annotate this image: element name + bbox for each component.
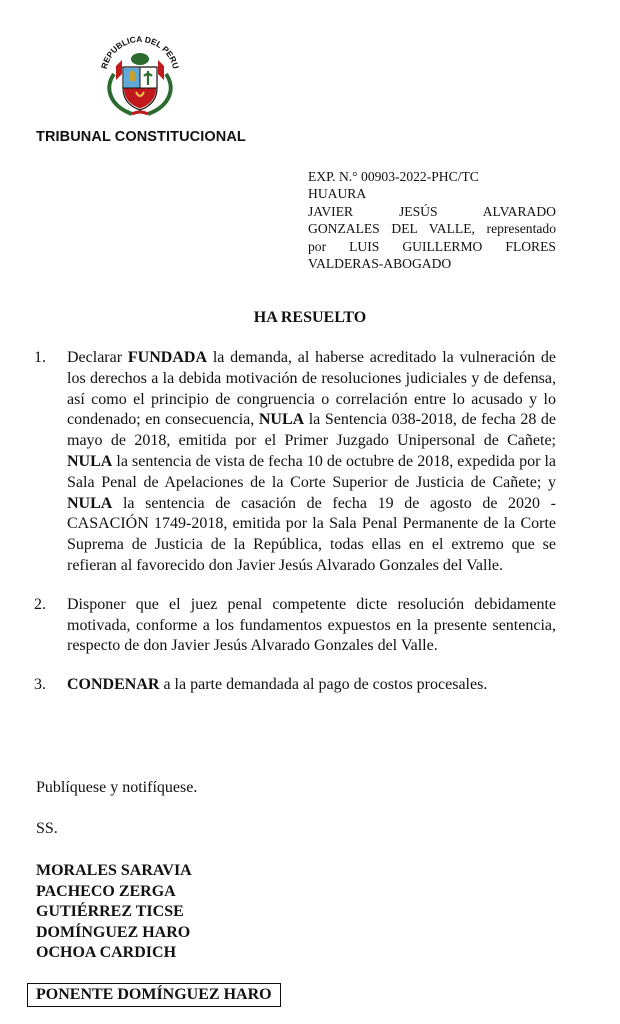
ponente-box: PONENTE DOMÍNGUEZ HARO: [27, 983, 281, 1007]
judge-name: GUTIÉRREZ TICSE: [36, 903, 184, 921]
judge-name: OCHOA CARDICH: [36, 944, 177, 962]
case-party-line: GONZALES DEL VALLE, representado: [308, 221, 556, 237]
resolution-item: [34, 675, 556, 696]
judges-list: [36, 861, 192, 964]
resolution-item: [34, 595, 556, 657]
case-number: EXP. N.° 00903-2022-PHC/TC: [308, 169, 479, 184]
judge-name: PACHECO ZERGA: [36, 882, 176, 900]
item-text: Disponer que el juez penal competente dicte resolución debidamente motivada, conforme a los fundamentos expuestos en la presente sentencia, respecto de don Javier Jesús Alvarado Gonzales del Valle.: [67, 595, 556, 655]
seal-text: REPUBLICA DEL PERU: [98, 33, 182, 70]
case-party-line: VALDERAS-ABOGADO: [308, 256, 452, 272]
item-text: CONDENAR a la parte demandada al pago de costos procesales.: [67, 676, 488, 694]
item-text: Declarar FUNDADA la demanda, al haberse acreditado la vulneración de los derechos a la debida motivación de resoluciones judiciales y de defensa, así como el principio de congruencia o correlación entre lo acusado y lo condenado; en consecuencia, NULA la Sentencia 038-2018, de fecha 28 de mayo de 2018, emitida por el Primer Juzgado Unipersonal de Cañete; NULA la sentencia de vista de fecha 10 de octubre de 2018, expedida por la Sala Penal de Apelaciones de la Corte Superior de Justicia de Cañete; y NULA la sentencia de casación de fecha 19 de agosto de 2020 - CASACIÓN 1749-2018, emitida por la Sala Penal Permanente de la Corte Suprema de Justicia de la República, todas ellas en el extremo que se refieran al favorecido don Javier Jesús Alvarado Gonzales del Valle.: [67, 349, 557, 574]
item-number: 2.: [34, 595, 46, 613]
case-header: [308, 168, 556, 272]
bold-term: NULA: [67, 494, 113, 512]
case-district: HUAURA: [308, 186, 367, 202]
judge-name: DOMÍNGUEZ HARO: [36, 923, 191, 941]
resolution-item: [34, 348, 556, 577]
bold-term: NULA: [67, 452, 113, 470]
judge-name: MORALES SARAVIA: [36, 862, 192, 879]
resolution-title: HA RESUELTO: [253, 309, 367, 326]
case-party-line: por LUIS GUILLERMO FLORES: [308, 238, 556, 254]
ss-label: SS.: [36, 820, 58, 837]
bold-term: FUNDADA: [127, 349, 207, 366]
bold-term: CONDENAR: [67, 676, 160, 694]
case-party-line: JAVIER JESÚS ALVARADO: [308, 203, 556, 219]
item-number: 3.: [34, 676, 46, 694]
closing-formula: Publíquese y notifíquese.: [36, 779, 198, 796]
item-number: 1.: [34, 349, 46, 366]
resolution-items: [34, 348, 556, 714]
institution-name: TRIBUNAL CONSTITUCIONAL: [36, 129, 246, 145]
coat-of-arms-seal: [92, 26, 188, 122]
bold-term: NULA: [258, 411, 305, 429]
